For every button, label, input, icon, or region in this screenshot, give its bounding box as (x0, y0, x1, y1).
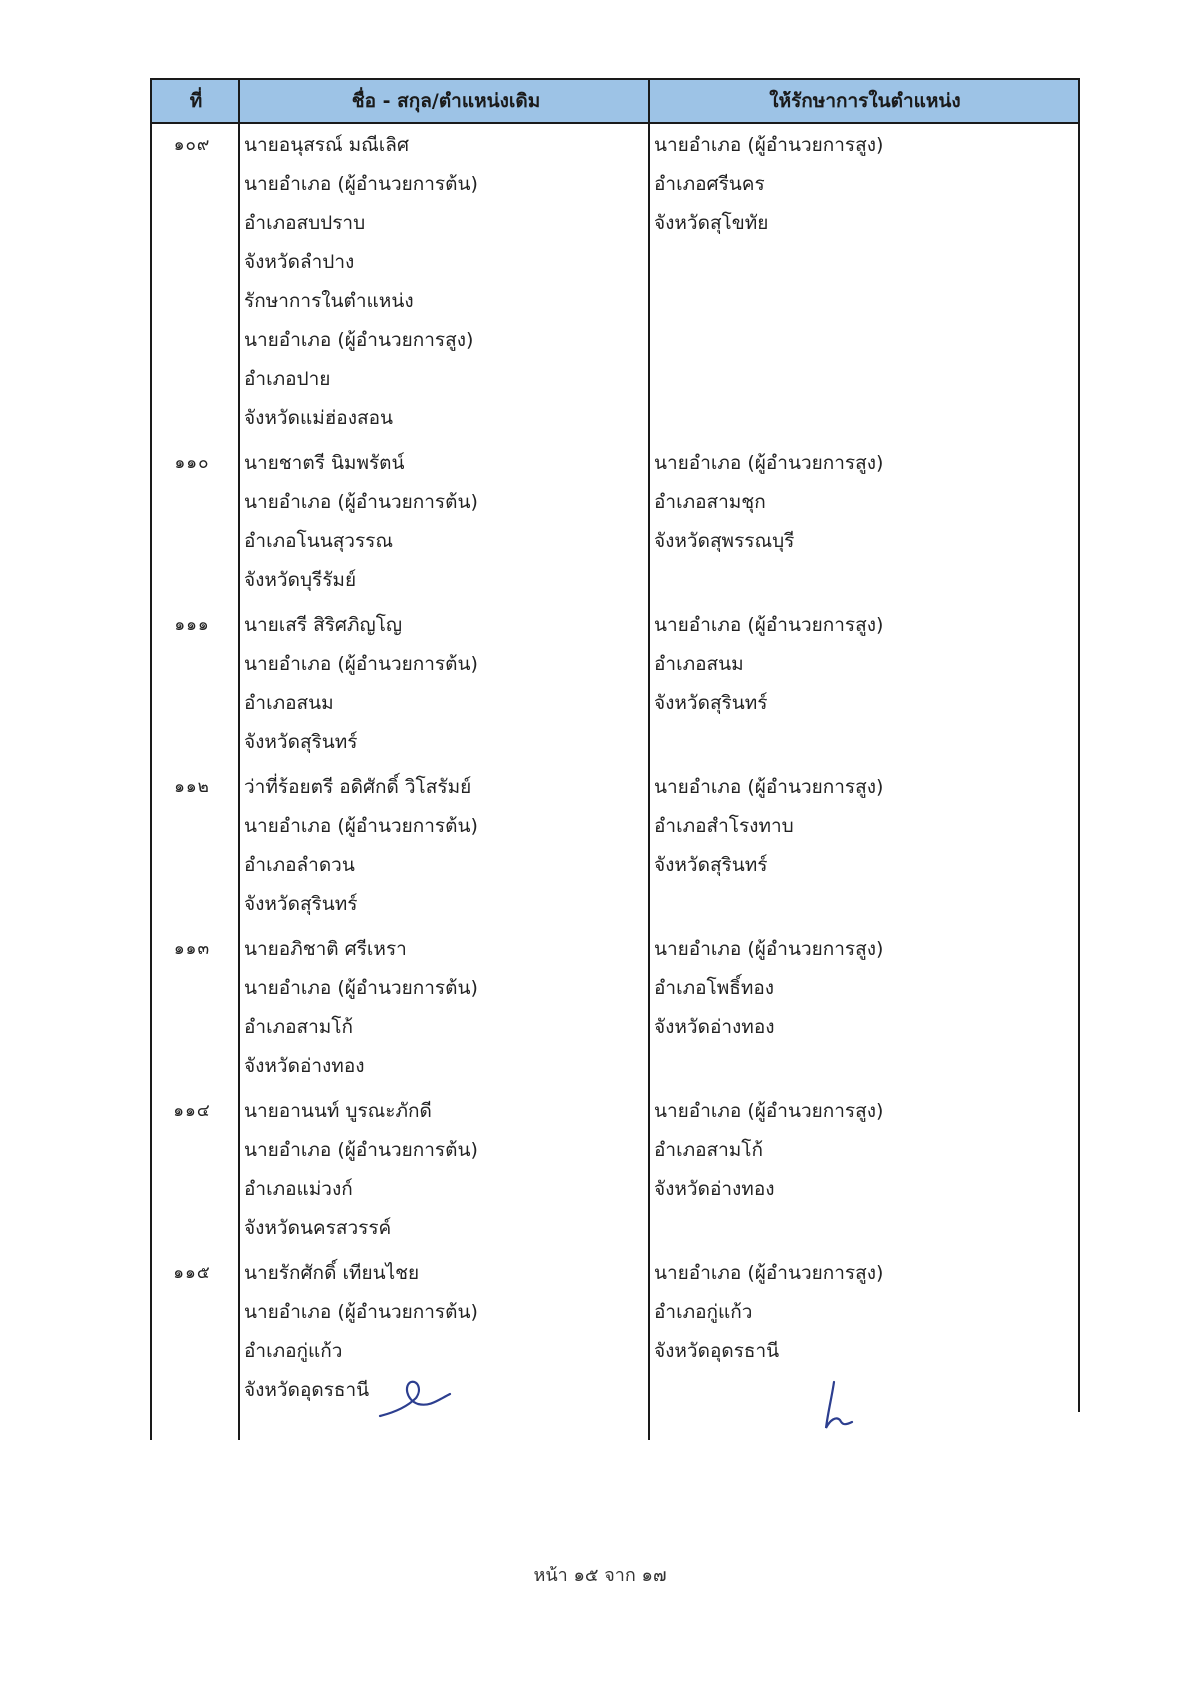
acting-position-line: นายอำเภอ (ผู้อำนวยการสูง) (654, 614, 884, 636)
acting-position-line: จังหวัดอุดรธานี (654, 1340, 780, 1362)
header-no: ที่ (189, 90, 203, 112)
old-position-line: อำเภอปาย (244, 368, 331, 390)
row-number: ๑๑๕ (173, 1263, 211, 1283)
acting-position-line: อำเภอสำโรงทาบ (654, 815, 794, 837)
old-position-line: อำเภอโนนสุวรรณ (244, 530, 393, 552)
old-position-line: นายอนุสรณ์ มณีเลิศ (244, 134, 410, 156)
old-position-line: อำเภอลำดวน (244, 854, 355, 876)
old-position-line: จังหวัดบุรีรัมย์ (244, 569, 357, 591)
table-header-row (150, 78, 1080, 124)
acting-position-cell (654, 444, 1074, 561)
acting-position-line: จังหวัดอ่างทอง (654, 1016, 775, 1038)
acting-position-line: จังหวัดสุโขทัย (654, 212, 769, 234)
acting-position-line: อำเภอสามชุก (654, 491, 766, 513)
acting-position-line: นายอำเภอ (ผู้อำนวยการสูง) (654, 1262, 884, 1284)
acting-position-cell (654, 930, 1074, 1047)
acting-position-line: นายอำเภอ (ผู้อำนวยการสูง) (654, 776, 884, 798)
old-position-line: นายอำเภอ (ผู้อำนวยการต้น) (244, 815, 478, 837)
old-position-cell (244, 1092, 644, 1248)
acting-position-line: จังหวัดอ่างทอง (654, 1178, 775, 1200)
acting-position-line: นายอำเภอ (ผู้อำนวยการสูง) (654, 134, 884, 156)
acting-position-line: นายอำเภอ (ผู้อำนวยการสูง) (654, 1100, 884, 1122)
acting-position-line: จังหวัดสุพรรณบุรี (654, 530, 795, 552)
table-row (150, 444, 1080, 600)
acting-position-line: อำเภอกู่แก้ว (654, 1301, 753, 1323)
header-old-position: ชื่อ - สกุล/ตำแหน่งเดิม (351, 90, 541, 112)
old-position-cell (244, 126, 644, 438)
old-position-line: จังหวัดลำปาง (244, 251, 355, 273)
table-body (150, 126, 1080, 1416)
row-number: ๑๑๑ (174, 615, 210, 635)
row-number: ๑๐๙ (173, 135, 211, 155)
acting-position-cell (654, 1254, 1074, 1371)
old-position-cell (244, 606, 644, 762)
acting-position-line: จังหวัดสุรินทร์ (654, 854, 768, 876)
appointment-table (150, 78, 1080, 1440)
old-position-line: นายอำเภอ (ผู้อำนวยการสูง) (244, 329, 474, 351)
header-acting-position: ให้รักษาการในตำแหน่ง (769, 90, 961, 112)
acting-position-line: อำเภอสามโก้ (654, 1139, 764, 1161)
signature-right (822, 1378, 862, 1438)
old-position-line: นายอำเภอ (ผู้อำนวยการต้น) (244, 653, 478, 675)
old-position-line: นายอำเภอ (ผู้อำนวยการต้น) (244, 173, 478, 195)
old-position-line: จังหวัดแม่ฮ่องสอน (244, 407, 393, 429)
table-row (150, 1092, 1080, 1248)
old-position-line: นายเสรี สิริศภิญโญ (244, 614, 403, 636)
old-position-cell (244, 768, 644, 924)
old-position-line: ว่าที่ร้อยตรี อดิศักดิ์ วิโสรัมย์ (244, 776, 472, 798)
acting-position-line: นายอำเภอ (ผู้อำนวยการสูง) (654, 452, 884, 474)
acting-position-cell (654, 768, 1074, 885)
old-position-line: นายอำเภอ (ผู้อำนวยการต้น) (244, 977, 478, 999)
old-position-line: จังหวัดสุรินทร์ (244, 731, 358, 753)
old-position-line: นายอำเภอ (ผู้อำนวยการต้น) (244, 1301, 478, 1323)
row-number: ๑๑๔ (173, 1101, 211, 1121)
acting-position-line: อำเภอโพธิ์ทอง (654, 977, 775, 999)
old-position-line: นายชาตรี นิมพรัตน์ (244, 452, 405, 474)
table-row (150, 606, 1080, 762)
old-position-line: นายรักศักดิ์ เทียนไชย (244, 1262, 420, 1284)
acting-position-cell (654, 606, 1074, 723)
row-number: ๑๑๓ (173, 939, 211, 959)
old-position-cell (244, 930, 644, 1086)
signature-left (378, 1376, 458, 1426)
table-row (150, 768, 1080, 924)
old-position-line: นายอำเภอ (ผู้อำนวยการต้น) (244, 1139, 478, 1161)
acting-position-line: อำเภอสนม (654, 653, 744, 675)
old-position-line: อำเภอสนม (244, 692, 334, 714)
old-position-line: นายอำเภอ (ผู้อำนวยการต้น) (244, 491, 478, 513)
table-row (150, 126, 1080, 438)
old-position-line: นายอานนท์ บูรณะภักดี (244, 1100, 432, 1122)
page-number: หน้า ๑๕ จาก ๑๗ (533, 1565, 667, 1586)
table-row (150, 1254, 1080, 1410)
old-position-line: จังหวัดอ่างทอง (244, 1055, 365, 1077)
old-position-line: อำเภอกู่แก้ว (244, 1340, 343, 1362)
old-position-line: จังหวัดนครสวรรค์ (244, 1217, 392, 1239)
acting-position-line: นายอำเภอ (ผู้อำนวยการสูง) (654, 938, 884, 960)
old-position-line: จังหวัดอุดรธานี (244, 1379, 370, 1401)
old-position-line: รักษาการในตำแหน่ง (244, 290, 414, 312)
table-row (150, 930, 1080, 1086)
old-position-line: อำเภอสามโก้ (244, 1016, 354, 1038)
row-number: ๑๑๐ (174, 453, 210, 473)
old-position-line: อำเภอแม่วงก์ (244, 1178, 353, 1200)
acting-position-line: จังหวัดสุรินทร์ (654, 692, 768, 714)
old-position-line: นายอภิชาติ ศรีเหรา (244, 938, 407, 960)
acting-position-cell (654, 1092, 1074, 1209)
old-position-line: จังหวัดสุรินทร์ (244, 893, 358, 915)
old-position-cell (244, 444, 644, 600)
acting-position-line: อำเภอศรีนคร (654, 173, 765, 195)
acting-position-cell (654, 126, 1074, 243)
old-position-line: อำเภอสบปราบ (244, 212, 366, 234)
row-number: ๑๑๒ (174, 777, 210, 797)
